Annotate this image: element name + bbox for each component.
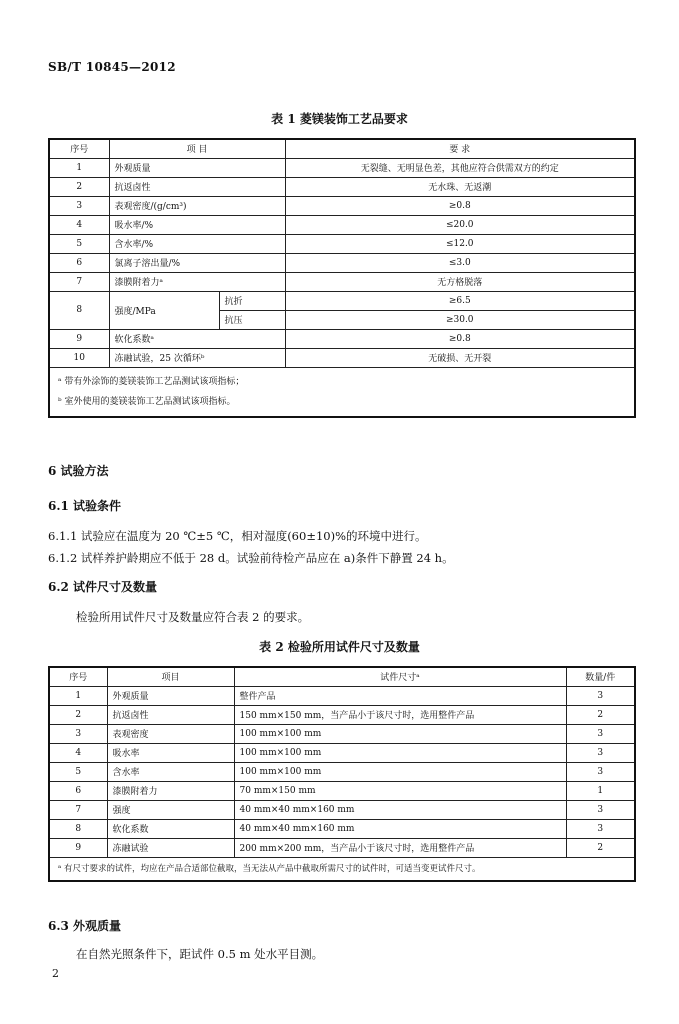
table1-cell-item: 吸水率/% xyxy=(109,215,285,234)
table1-cell-item: 软化系数ᵃ xyxy=(109,329,285,348)
table1-cell-item: 含水率/% xyxy=(109,234,285,253)
table1-cell-item: 氯离子溶出量/% xyxy=(109,253,285,272)
table2-cell-item: 抗返卤性 xyxy=(107,705,234,724)
table1-notes xyxy=(49,367,635,417)
table2-cell-no: 2 xyxy=(49,705,107,724)
table1-cell-no: 4 xyxy=(49,215,109,234)
table1-cell-item: 外观质量 xyxy=(109,158,285,177)
table2-caption: 表 2 检验所用试件尺寸及数量 xyxy=(259,640,420,654)
table2-header-item: 项目 xyxy=(107,667,234,686)
table2-cell-no: 7 xyxy=(49,800,107,819)
table1-cell-req: 无裂缝、无明显色差，其他应符合供需双方的约定 xyxy=(285,158,635,177)
table1-notes-row xyxy=(49,367,635,417)
table1-cell-no: 1 xyxy=(49,158,109,177)
table-row xyxy=(49,348,635,367)
table1-cell-item: 强度/MPa xyxy=(109,291,219,329)
table1-cell-req: ≥0.8 xyxy=(285,329,635,348)
table1-cell-req: ≥0.8 xyxy=(285,196,635,215)
table1-note-b: ᵇ 室外使用的菱镁装饰工艺品测试该项指标。 xyxy=(58,396,236,407)
table-row xyxy=(49,253,635,272)
table2-cell-qty: 2 xyxy=(566,838,635,857)
table1-cell-req: 无方格脱落 xyxy=(285,272,635,291)
table2-cell-qty: 3 xyxy=(566,743,635,762)
table-row xyxy=(49,743,635,762)
table-row xyxy=(49,272,635,291)
table1-cell-req: ≤20.0 xyxy=(285,215,635,234)
table2-cell-no: 3 xyxy=(49,724,107,743)
table2-cell-size: 100 mm×100 mm xyxy=(234,762,566,781)
table2-cell-size: 整件产品 xyxy=(234,686,566,705)
table2-notes-row xyxy=(49,857,635,881)
table2-cell-qty: 3 xyxy=(566,762,635,781)
table2-cell-qty: 1 xyxy=(566,781,635,800)
table2-cell-item: 外观质量 xyxy=(107,686,234,705)
table1-header-item: 项 目 xyxy=(109,139,285,158)
table2-cell-item: 冻融试验 xyxy=(107,838,234,857)
table-row xyxy=(49,762,635,781)
table-row xyxy=(49,215,635,234)
table-row xyxy=(49,781,635,800)
table2 xyxy=(48,666,636,882)
table2-cell-size: 40 mm×40 mm×160 mm xyxy=(234,800,566,819)
table2-cell-size: 40 mm×40 mm×160 mm xyxy=(234,819,566,838)
document-code: SB/T 10845—2012 xyxy=(48,60,176,74)
table2-cell-no: 8 xyxy=(49,819,107,838)
table1-cell-req: ≤12.0 xyxy=(285,234,635,253)
table2-cell-no: 6 xyxy=(49,781,107,800)
table-row xyxy=(49,705,635,724)
section-6-title: 6 试验方法 xyxy=(48,464,109,478)
table1-cell-req: ≥30.0 xyxy=(285,310,635,329)
table1-cell-item: 冻融试验，25 次循环ᵇ xyxy=(109,348,285,367)
table-row xyxy=(49,819,635,838)
table2-header-qty: 数量/件 xyxy=(566,667,635,686)
table-row xyxy=(49,686,635,705)
table1-caption: 表 1 菱镁装饰工艺品要求 xyxy=(271,112,408,126)
table2-header-row xyxy=(49,667,635,686)
table2-cell-item: 吸水率 xyxy=(107,743,234,762)
table2-cell-size: 200 mm×200 mm，当产品小于该尺寸时，选用整件产品 xyxy=(234,838,566,857)
table2-header-size: 试件尺寸ᵃ xyxy=(234,667,566,686)
table2-cell-item: 含水率 xyxy=(107,762,234,781)
table1-header-no: 序号 xyxy=(49,139,109,158)
table1-cell-subitem: 抗折 xyxy=(219,291,285,310)
table1-note-a: ᵃ 带有外涂饰的菱镁装饰工艺品测试该项指标； xyxy=(58,376,245,387)
clause-6-1-1: 6.1.1 试验应在温度为 20 ℃±5 ℃，相对湿度(60±10)%的环境中进行。 xyxy=(48,529,427,543)
table2-cell-qty: 3 xyxy=(566,686,635,705)
table2-cell-qty: 3 xyxy=(566,724,635,743)
section-6-1-title: 6.1 试验条件 xyxy=(48,499,122,513)
table1-cell-item: 漆膜附着力ᵃ xyxy=(109,272,285,291)
table2-cell-no: 5 xyxy=(49,762,107,781)
table1-header-row xyxy=(49,139,635,158)
table2-cell-no: 4 xyxy=(49,743,107,762)
table1-cell-no: 7 xyxy=(49,272,109,291)
table2-cell-size: 100 mm×100 mm xyxy=(234,724,566,743)
table-row xyxy=(49,291,635,310)
table1-cell-subitem: 抗压 xyxy=(219,310,285,329)
table2-cell-size: 70 mm×150 mm xyxy=(234,781,566,800)
table2-cell-item: 软化系数 xyxy=(107,819,234,838)
page-number: 2 xyxy=(52,967,59,980)
table1 xyxy=(48,138,636,418)
table-row xyxy=(49,838,635,857)
clause-6-1-2: 6.1.2 试样养护龄期应不低于 28 d。试验前待检产品应在 a)条件下静置 24 h。 xyxy=(48,551,454,565)
table2-cell-item: 表观密度 xyxy=(107,724,234,743)
table2-cell-size: 150 mm×150 mm，当产品小于该尺寸时，选用整件产品 xyxy=(234,705,566,724)
table-row xyxy=(49,234,635,253)
table1-cell-no: 6 xyxy=(49,253,109,272)
table2-cell-no: 1 xyxy=(49,686,107,705)
table1-cell-no: 8 xyxy=(49,291,109,329)
section-6-2-text: 检验所用试件尺寸及数量应符合表 2 的要求。 xyxy=(76,610,310,624)
table1-cell-req: ≤3.0 xyxy=(285,253,635,272)
table1-cell-req: 无水珠、无返潮 xyxy=(285,177,635,196)
table2-cell-qty: 3 xyxy=(566,800,635,819)
table2-cell-no: 9 xyxy=(49,838,107,857)
table2-cell-qty: 3 xyxy=(566,819,635,838)
table1-header-req: 要 求 xyxy=(285,139,635,158)
table-row xyxy=(49,800,635,819)
table2-cell-item: 漆膜附着力 xyxy=(107,781,234,800)
table2-note: ᵃ 有尺寸要求的试件，均应在产品合适部位截取，当无法从产品中截取所需尺寸的试件时，可适当变更试件尺寸。 xyxy=(49,857,635,881)
table1-cell-no: 2 xyxy=(49,177,109,196)
section-6-3-text: 在自然光照条件下，距试件 0.5 m 处水平目测。 xyxy=(76,947,324,961)
table1-cell-no: 5 xyxy=(49,234,109,253)
section-6-2-title: 6.2 试件尺寸及数量 xyxy=(48,580,158,594)
table-row xyxy=(49,329,635,348)
table1-cell-no: 9 xyxy=(49,329,109,348)
section-6-3-title: 6.3 外观质量 xyxy=(48,919,122,933)
table2-cell-qty: 2 xyxy=(566,705,635,724)
table2-header-no: 序号 xyxy=(49,667,107,686)
table1-cell-item: 抗返卤性 xyxy=(109,177,285,196)
table1-cell-item: 表观密度/(g/cm³) xyxy=(109,196,285,215)
table1-cell-req: ≥6.5 xyxy=(285,291,635,310)
table-row xyxy=(49,724,635,743)
table-row xyxy=(49,196,635,215)
table-row xyxy=(49,158,635,177)
table1-cell-no: 3 xyxy=(49,196,109,215)
table1-cell-req: 无破损、无开裂 xyxy=(285,348,635,367)
table1-cell-no: 10 xyxy=(49,348,109,367)
table2-cell-item: 强度 xyxy=(107,800,234,819)
table-row xyxy=(49,177,635,196)
table2-cell-size: 100 mm×100 mm xyxy=(234,743,566,762)
